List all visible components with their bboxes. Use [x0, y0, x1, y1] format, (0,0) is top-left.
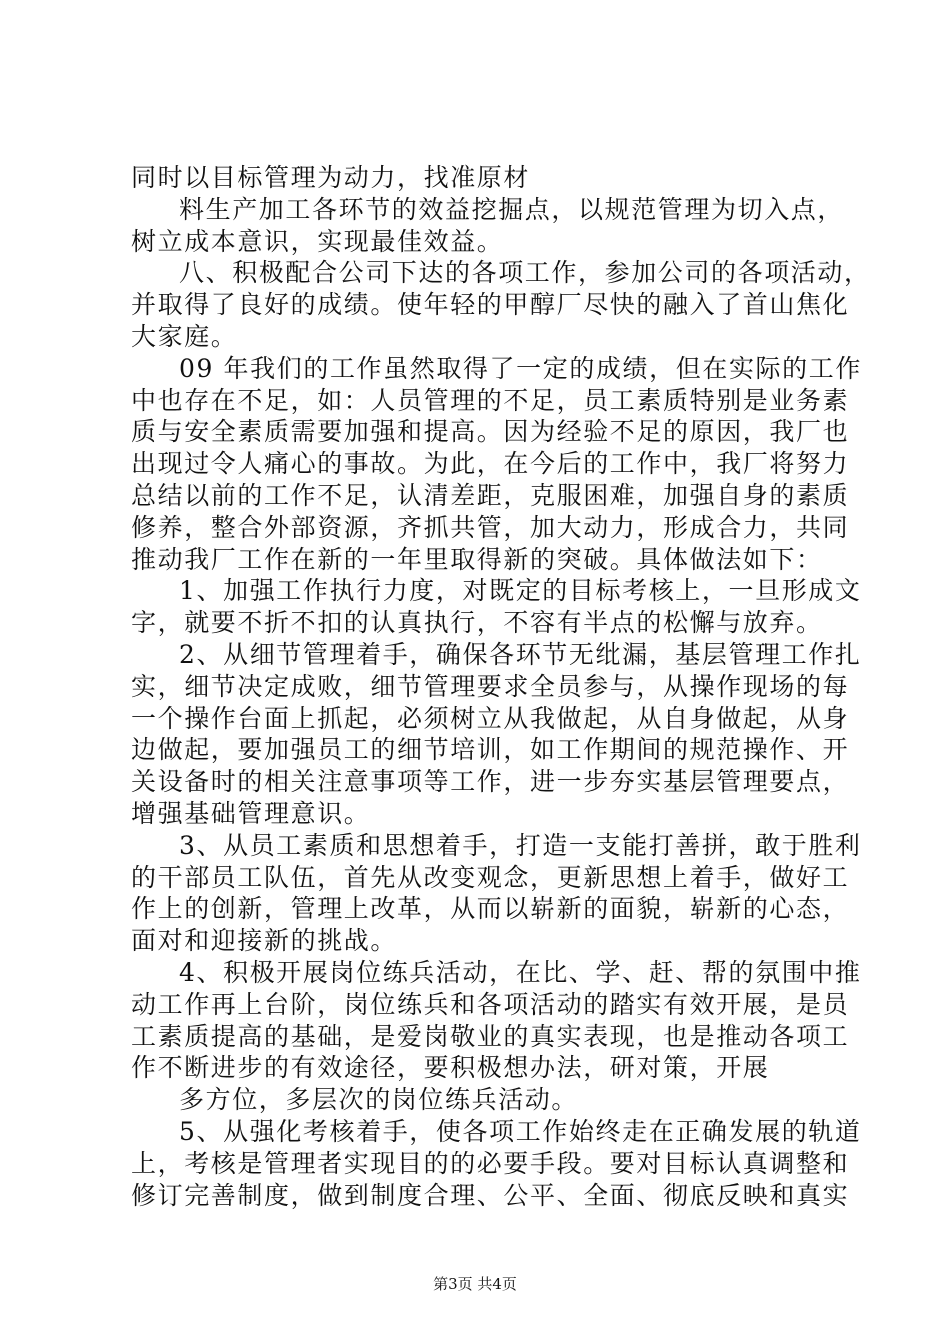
- text-line: 09 年我们的工作虽然取得了一定的成绩，但在实际的工作: [179, 353, 862, 383]
- text-line: 上，考核是管理者实现目的的必要手段。要对目标认真调整和: [131, 1148, 850, 1178]
- text-line: 大家庭。: [131, 321, 238, 351]
- text-line: 出现过令人痛心的事故。为此，在今后的工作中，我厂将努力: [131, 449, 850, 479]
- text-line: 2、从细节管理着手，确保各环节无纰漏，基层管理工作扎: [179, 639, 862, 669]
- text-line: 关设备时的相关注意事项等工作，进一步夯实基层管理要点，: [131, 767, 850, 797]
- text-line: 作上的创新，管理上改革，从而以崭新的面貌，崭新的心态，: [131, 894, 850, 924]
- text-line: 同时以目标管理为动力，找准原材: [131, 163, 531, 192]
- text-line: 4、积极开展岗位练兵活动，在比、学、赶、帮的氛围中推: [179, 957, 862, 987]
- text-line: 并取得了良好的成绩。使年轻的甲醇厂尽快的融入了首山焦化: [131, 290, 850, 320]
- text-line: 3、从员工素质和思想着手，打造一支能打善拼，敢于胜利: [179, 830, 862, 860]
- text-line: 质与安全素质需要加强和提高。因为经验不足的原因，我厂也: [131, 417, 850, 447]
- text-line: 动工作再上台阶，岗位练兵和各项活动的踏实有效开展，是员: [131, 989, 850, 1019]
- text-line: 一个操作台面上抓起，必须树立从我做起，从自身做起，从身: [131, 703, 850, 733]
- text-line: 总结以前的工作不足，认清差距，克服困难，加强自身的素质: [131, 480, 850, 510]
- text-line: 字，就要不折不扣的认真执行，不容有半点的松懈与放弃。: [131, 608, 823, 638]
- text-line: 料生产加工各环节的效益挖掘点，以规范管理为切入点，: [179, 194, 845, 224]
- text-line: 八、积极配合公司下达的各项工作，参加公司的各项活动，: [179, 258, 871, 288]
- text-line: 5、从强化考核着手，使各项工作始终走在正确发展的轨道: [179, 1116, 862, 1146]
- text-line: 增强基础管理意识。: [131, 798, 371, 828]
- text-line: 实，细节决定成败，细节管理要求全员参与，从操作现场的每: [131, 671, 850, 701]
- text-line: 修养，整合外部资源，齐抓共管，加大动力，形成合力，共同: [131, 512, 850, 542]
- text-line: 多方位，多层次的岗位练兵活动。: [179, 1085, 579, 1115]
- text-line: 的干部员工队伍，首先从改变观念，更新思想上着手，做好工: [131, 862, 850, 892]
- text-line: 树立成本意识，实现最佳效益。: [131, 226, 504, 256]
- text-line: 面对和迎接新的挑战。: [131, 926, 398, 956]
- page-number-label: 第3页 共4页: [433, 1275, 517, 1293]
- body-text: [131, 162, 871, 1211]
- text-line: 修订完善制度，做到制度合理、公平、全面、彻底反映和真实: [131, 1180, 850, 1210]
- text-line: 推动我厂工作在新的一年里取得新的突破。具体做法如下：: [131, 544, 823, 574]
- text-line: 1、加强工作执行力度，对既定的目标考核上，一旦形成文: [179, 576, 862, 606]
- text-line: 边做起，要加强员工的细节培训，如工作期间的规范操作、开: [131, 735, 850, 765]
- text-line: 作不断进步的有效途径，要积极想办法，研对策，开展: [131, 1053, 770, 1083]
- page-footer: [0, 1273, 950, 1294]
- text-line: 工素质提高的基础，是爱岗敬业的真实表现，也是推动各项工: [131, 1021, 850, 1051]
- text-line: 中也存在不足，如：人员管理的不足，员工素质特别是业务素: [131, 385, 850, 415]
